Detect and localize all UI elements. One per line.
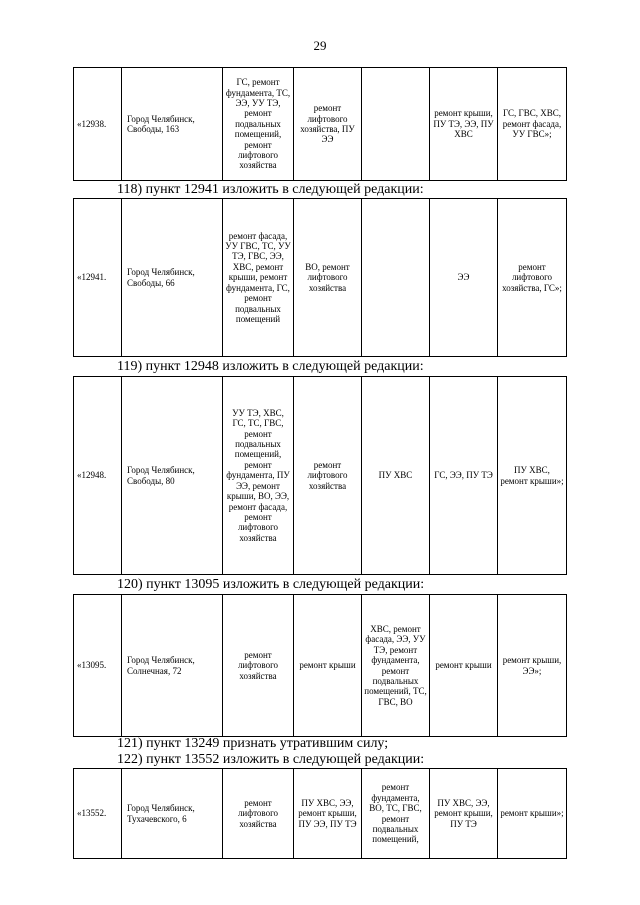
works-cell: ПУ ХВС, ЭЭ, ремонт крыши, ПУ ЭЭ, ПУ ТЭ xyxy=(294,769,362,859)
works-cell: ХВС, ремонт фасада, ЭЭ, УУ ТЭ, ремонт фундамента, ремонт подвальных помещений, ТС, ГВС, ВО xyxy=(362,595,430,737)
paragraph-118: 118) пункт 12941 изложить в следующей редакции: xyxy=(117,182,424,197)
paragraph-122: 122) пункт 13552 изложить в следующей редакции: xyxy=(117,752,425,767)
paragraph-121: 121) пункт 13249 признать утратившим силу; xyxy=(117,736,389,751)
works-cell: ремонт крыши, ЭЭ»; xyxy=(498,595,567,737)
table-row xyxy=(74,68,567,181)
page-number: 29 xyxy=(313,38,327,53)
works-cell: ремонт лифтового хозяйства xyxy=(223,595,294,737)
works-cell: ГС, ремонт фундамента, ТС, ЭЭ, УУ ТЭ, ремонт подвальных помещений, ремонт лифтового хозяйства xyxy=(223,68,294,181)
works-cell xyxy=(362,199,430,357)
works-cell: ПУ ХВС, ЭЭ, ремонт крыши, ПУ ТЭ xyxy=(430,769,498,859)
address-cell: Город Челябинск, Тухачевского, 6 xyxy=(122,769,223,859)
works-cell: ГС, ГВС, ХВС, ремонт фасада, УУ ГВС»; xyxy=(498,68,567,181)
paragraph-119: 119) пункт 12948 изложить в следующей редакции: xyxy=(117,359,424,374)
works-cell: ЭЭ xyxy=(430,199,498,357)
works-cell: ремонт фундамента, ВО, ТС, ГВС, ремонт подвальных помещений, xyxy=(362,769,430,859)
works-cell: ремонт лифтового хозяйства xyxy=(294,377,362,575)
works-cell: ремонт лифтового хозяйства xyxy=(223,769,294,859)
table-row xyxy=(74,769,567,859)
works-cell: ГС, ЭЭ, ПУ ТЭ xyxy=(430,377,498,575)
table-row xyxy=(74,377,567,575)
works-cell: УУ ТЭ, ХВС, ГС, ТС, ГВС, ремонт подвальных помещений, ремонт фундамента, ПУ ЭЭ, ремонт крыши, ВО, ЭЭ, ремонт фасада, ремонт лифтового хозяйства xyxy=(223,377,294,575)
table-item-12938 xyxy=(73,67,567,181)
works-cell: ремонт крыши xyxy=(294,595,362,737)
item-number: «13095. xyxy=(74,595,122,737)
item-number: «12941. xyxy=(74,199,122,357)
works-cell xyxy=(362,68,430,181)
address-cell: Город Челябинск, Солнечная, 72 xyxy=(122,595,223,737)
works-cell: ремонт крыши, ПУ ТЭ, ЭЭ, ПУ ХВС xyxy=(430,68,498,181)
item-number: «13552. xyxy=(74,769,122,859)
paragraph-120: 120) пункт 13095 изложить в следующей редакции: xyxy=(117,577,425,592)
table-row xyxy=(74,595,567,737)
table-item-13552 xyxy=(73,768,567,859)
works-cell: ремонт лифтового хозяйства, ГС»; xyxy=(498,199,567,357)
works-cell: ПУ ХВС, ремонт крыши»; xyxy=(498,377,567,575)
table-item-13095 xyxy=(73,594,567,737)
works-cell: ПУ ХВС xyxy=(362,377,430,575)
works-cell: ВО, ремонт лифтового хозяйства xyxy=(294,199,362,357)
item-number: «12948. xyxy=(74,377,122,575)
table-row xyxy=(74,199,567,357)
item-number: «12938. xyxy=(74,68,122,181)
works-cell: ремонт фасада, УУ ГВС, ТС, УУ ТЭ, ГВС, ЭЭ, ХВС, ремонт крыши, ремонт фундамента, ГС, ремонт подвальных помещений xyxy=(223,199,294,357)
address-cell: Город Челябинск, Свободы, 80 xyxy=(122,377,223,575)
works-cell: ремонт лифтового хозяйства, ПУ ЭЭ xyxy=(294,68,362,181)
address-cell: Город Челябинск, Свободы, 163 xyxy=(122,68,223,181)
works-cell: ремонт крыши xyxy=(430,595,498,737)
works-cell: ремонт крыши»; xyxy=(498,769,567,859)
table-item-12948 xyxy=(73,376,567,575)
address-cell: Город Челябинск, Свободы, 66 xyxy=(122,199,223,357)
table-item-12941 xyxy=(73,198,567,357)
